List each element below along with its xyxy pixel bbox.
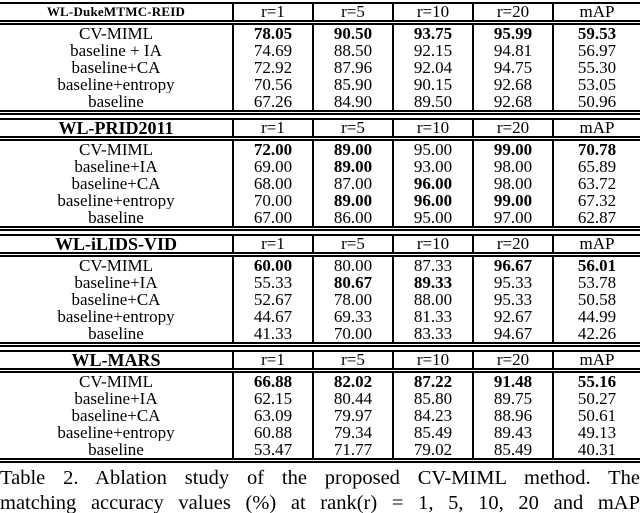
column-header: r=20 — [473, 119, 553, 139]
value-cell: 53.47 — [233, 441, 313, 461]
value-cell: 74.69 — [233, 42, 313, 59]
header-row — [0, 119, 640, 139]
value-cell: 92.68 — [473, 76, 553, 93]
value-cell: 95.33 — [473, 274, 553, 291]
table-row — [0, 390, 640, 407]
value-cell: 87.33 — [393, 255, 473, 275]
value-cell: 72.92 — [233, 59, 313, 76]
value-cell: 60.88 — [233, 424, 313, 441]
tables-container — [0, 2, 640, 463]
value-cell: 84.23 — [393, 407, 473, 424]
table-row — [0, 158, 640, 175]
value-cell: 67.26 — [233, 93, 313, 113]
value-cell: 89.50 — [393, 93, 473, 113]
value-cell: 56.97 — [553, 42, 640, 59]
table-row — [0, 371, 640, 391]
value-cell: 60.00 — [233, 255, 313, 275]
value-cell: 88.00 — [393, 291, 473, 308]
value-cell: 96.00 — [393, 175, 473, 192]
value-cell: 83.33 — [393, 325, 473, 345]
header-row — [0, 3, 640, 23]
table-row — [0, 175, 640, 192]
value-cell: 44.99 — [553, 308, 640, 325]
row-label: baseline — [0, 93, 233, 113]
value-cell: 81.33 — [393, 308, 473, 325]
value-cell: 88.96 — [473, 407, 553, 424]
table-row — [0, 93, 640, 113]
table-body — [0, 139, 640, 229]
column-header: r=1 — [233, 235, 313, 255]
ablation-table — [0, 234, 640, 347]
row-label: baseline+CA — [71, 407, 161, 424]
value-cell: 68.00 — [233, 175, 313, 192]
value-cell: 84.90 — [313, 93, 393, 113]
value-cell: 66.88 — [233, 371, 313, 391]
value-cell: 92.68 — [473, 93, 553, 113]
row-label: baseline+CA — [71, 291, 161, 308]
value-cell: 67.32 — [553, 192, 640, 209]
value-cell: 96.67 — [473, 255, 553, 275]
row-label: CV-MIML — [79, 140, 153, 158]
caption-line-2: matching accuracy values (%) at rank(r) = 1, 5, 10, 20 and mAP — [0, 492, 640, 513]
table-row — [0, 407, 640, 424]
value-cell: 63.72 — [553, 175, 640, 192]
value-cell: 79.97 — [313, 407, 393, 424]
value-cell: 99.00 — [473, 192, 553, 209]
value-cell: 40.31 — [553, 441, 640, 461]
value-cell: 71.77 — [313, 441, 393, 461]
row-label: baseline+entropy — [57, 308, 175, 325]
value-cell: 95.00 — [393, 139, 473, 159]
value-cell: 55.16 — [553, 371, 640, 391]
value-cell: 89.00 — [313, 192, 393, 209]
value-cell: 93.00 — [393, 158, 473, 175]
value-cell: 80.44 — [313, 390, 393, 407]
row-label: baseline+entropy — [57, 192, 175, 209]
value-cell: 89.00 — [313, 158, 393, 175]
column-header: r=20 — [473, 235, 553, 255]
header-row — [0, 235, 640, 255]
value-cell: 85.49 — [393, 424, 473, 441]
table-row — [0, 424, 640, 441]
value-cell: 94.81 — [473, 42, 553, 59]
row-label: baseline+IA — [74, 158, 158, 175]
value-cell: 55.30 — [553, 59, 640, 76]
value-cell: 56.01 — [553, 255, 640, 275]
value-cell: 90.15 — [393, 76, 473, 93]
table-row — [0, 76, 640, 93]
ablation-table — [0, 350, 640, 463]
dataset-header: WL-MARS — [0, 351, 233, 371]
value-cell: 80.67 — [313, 274, 393, 291]
value-cell: 87.22 — [393, 371, 473, 391]
value-cell: 41.33 — [233, 325, 313, 345]
value-cell: 70.56 — [233, 76, 313, 93]
value-cell: 95.33 — [473, 291, 553, 308]
value-cell: 85.49 — [473, 441, 553, 461]
column-header: r=5 — [313, 119, 393, 139]
row-label: CV-MIML — [79, 372, 153, 390]
dataset-header: WL-DukeMTMC-REID — [0, 3, 233, 23]
table-body — [0, 371, 640, 461]
row-label: baseline — [0, 209, 233, 229]
value-cell: 87.96 — [313, 59, 393, 76]
row-label: baseline+entropy — [57, 424, 175, 441]
value-cell: 42.26 — [553, 325, 640, 345]
row-label: baseline+entropy — [57, 76, 175, 93]
table-row — [0, 139, 640, 159]
value-cell: 50.61 — [553, 407, 640, 424]
value-cell: 86.00 — [313, 209, 393, 229]
column-header: mAP — [553, 351, 640, 371]
caption-line-1: Table 2. Ablation study of the proposed CV-MIML method. The — [0, 467, 640, 489]
table-row — [0, 42, 640, 59]
table-row — [0, 59, 640, 76]
value-cell: 95.00 — [393, 209, 473, 229]
value-cell: 53.05 — [553, 76, 640, 93]
value-cell: 97.00 — [473, 209, 553, 229]
value-cell: 98.00 — [473, 158, 553, 175]
value-cell: 63.09 — [233, 407, 313, 424]
value-cell: 79.02 — [393, 441, 473, 461]
value-cell: 92.67 — [473, 308, 553, 325]
value-cell: 69.00 — [233, 158, 313, 175]
column-header: r=5 — [313, 235, 393, 255]
value-cell: 88.50 — [313, 42, 393, 59]
value-cell: 78.00 — [313, 291, 393, 308]
column-header: mAP — [553, 119, 640, 139]
ablation-table — [0, 118, 640, 231]
value-cell: 70.00 — [233, 192, 313, 209]
row-label: baseline+IA — [74, 390, 158, 407]
row-label: baseline + IA — [70, 42, 162, 59]
column-header: mAP — [553, 3, 640, 23]
value-cell: 85.80 — [393, 390, 473, 407]
value-cell: 65.89 — [553, 158, 640, 175]
row-label: baseline — [0, 441, 233, 461]
column-header: r=10 — [393, 351, 473, 371]
ablation-table — [0, 2, 640, 115]
table-row — [0, 325, 640, 345]
column-header: r=10 — [393, 119, 473, 139]
value-cell: 94.75 — [473, 59, 553, 76]
column-header: r=1 — [233, 3, 313, 23]
row-label: baseline+CA — [71, 175, 161, 192]
value-cell: 82.02 — [313, 371, 393, 391]
value-cell: 50.27 — [553, 390, 640, 407]
value-cell: 69.33 — [313, 308, 393, 325]
value-cell: 70.78 — [553, 139, 640, 159]
table-row — [0, 441, 640, 461]
value-cell: 79.34 — [313, 424, 393, 441]
value-cell: 93.75 — [393, 23, 473, 43]
value-cell: 85.90 — [313, 76, 393, 93]
row-label: baseline — [0, 325, 233, 345]
value-cell: 87.00 — [313, 175, 393, 192]
value-cell: 59.53 — [553, 23, 640, 43]
table-row — [0, 192, 640, 209]
value-cell: 49.13 — [553, 424, 640, 441]
table-row — [0, 255, 640, 275]
column-header: r=5 — [313, 351, 393, 371]
dataset-header: WL-iLIDS-VID — [0, 235, 233, 255]
column-header: r=20 — [473, 351, 553, 371]
column-header: r=1 — [233, 119, 313, 139]
value-cell: 90.50 — [313, 23, 393, 43]
table-body — [0, 255, 640, 345]
column-header: r=10 — [393, 235, 473, 255]
table-body — [0, 23, 640, 113]
value-cell: 99.00 — [473, 139, 553, 159]
value-cell: 94.67 — [473, 325, 553, 345]
value-cell: 92.04 — [393, 59, 473, 76]
dataset-header: WL-PRID2011 — [0, 119, 233, 139]
value-cell: 89.43 — [473, 424, 553, 441]
value-cell: 50.96 — [553, 93, 640, 113]
column-header: r=10 — [393, 3, 473, 23]
row-label: baseline+IA — [74, 274, 158, 291]
value-cell: 72.00 — [233, 139, 313, 159]
value-cell: 89.00 — [313, 139, 393, 159]
table-caption — [0, 466, 640, 513]
value-cell: 95.99 — [473, 23, 553, 43]
value-cell: 80.00 — [313, 255, 393, 275]
table-row — [0, 209, 640, 229]
column-header: mAP — [553, 235, 640, 255]
value-cell: 92.15 — [393, 42, 473, 59]
column-header: r=1 — [233, 351, 313, 371]
value-cell: 98.00 — [473, 175, 553, 192]
value-cell: 78.05 — [233, 23, 313, 43]
value-cell: 89.33 — [393, 274, 473, 291]
table-row — [0, 274, 640, 291]
value-cell: 91.48 — [473, 371, 553, 391]
value-cell: 70.00 — [313, 325, 393, 345]
value-cell: 89.75 — [473, 390, 553, 407]
value-cell: 55.33 — [233, 274, 313, 291]
value-cell: 52.67 — [233, 291, 313, 308]
row-label: CV-MIML — [79, 24, 153, 42]
value-cell: 67.00 — [233, 209, 313, 229]
value-cell: 62.15 — [233, 390, 313, 407]
value-cell: 50.58 — [553, 291, 640, 308]
value-cell: 53.78 — [553, 274, 640, 291]
column-header: r=20 — [473, 3, 553, 23]
column-header: r=5 — [313, 3, 393, 23]
header-row — [0, 351, 640, 371]
row-label: CV-MIML — [79, 256, 153, 274]
row-label: baseline+CA — [71, 59, 161, 76]
value-cell: 62.87 — [553, 209, 640, 229]
value-cell: 96.00 — [393, 192, 473, 209]
table-row — [0, 23, 640, 43]
table-row — [0, 291, 640, 308]
table-row — [0, 308, 640, 325]
value-cell: 44.67 — [233, 308, 313, 325]
